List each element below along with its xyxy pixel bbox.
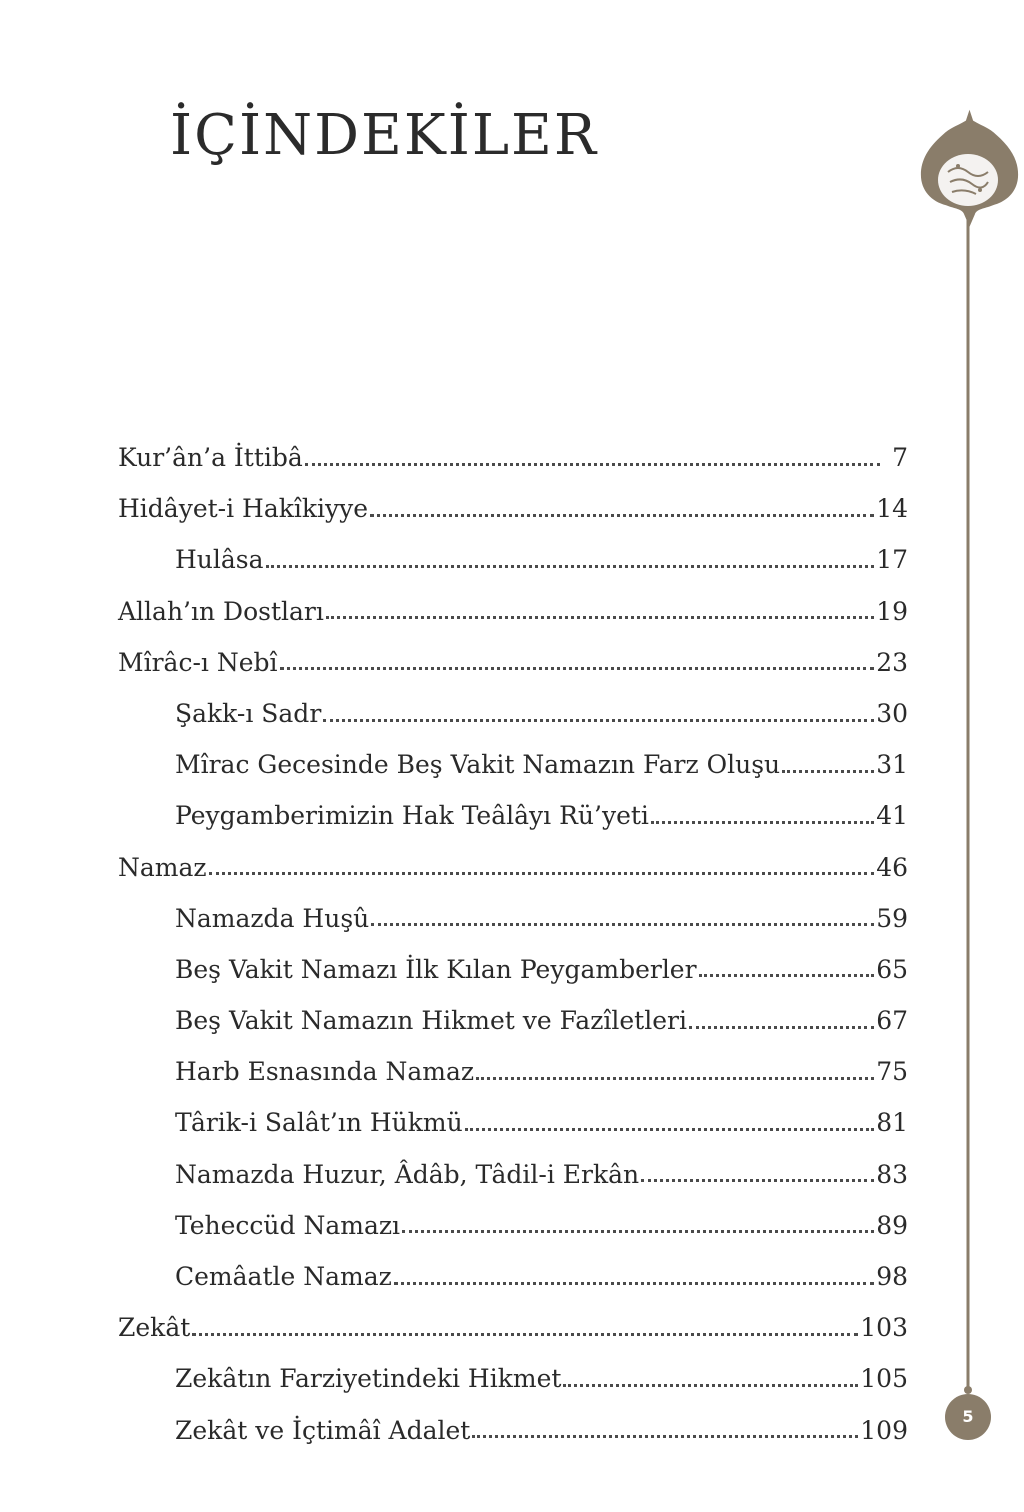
- toc-entry[interactable]: [118, 1405, 908, 1456]
- toc-entry-page: 83: [876, 1159, 908, 1189]
- medallion-ornament-icon: [918, 108, 1024, 1448]
- toc-entry-page: 7: [892, 443, 908, 472]
- toc-entry-title: Hidâyet-i Hakîkiyye: [118, 494, 369, 524]
- dot-leader: [209, 871, 875, 875]
- toc-entry-page: 105: [860, 1364, 908, 1394]
- dot-leader: [689, 1025, 874, 1029]
- toc-entry-title: Kur’ân’a İttibâ: [118, 443, 303, 472]
- toc-entry-page: 31: [876, 750, 908, 780]
- toc-entry-title: Beş Vakit Namazın Hikmet ve Fazîletleri: [175, 1006, 687, 1036]
- dot-leader: [465, 1127, 874, 1131]
- toc-entry-page: 89: [876, 1210, 908, 1240]
- toc-entry[interactable]: [118, 637, 908, 688]
- toc-entry-title: Târik-i Salât’ın Hükmü: [175, 1108, 463, 1138]
- toc-entry-title: Teheccüd Namazı: [175, 1210, 401, 1240]
- toc-entry-page: 17: [876, 545, 908, 575]
- toc-entry[interactable]: [118, 995, 908, 1046]
- dot-leader: [651, 820, 874, 824]
- dot-leader: [563, 1383, 858, 1387]
- toc-entry-title: Namazda Huşû: [175, 903, 370, 933]
- toc-entry-title: Cemâatle Namaz: [175, 1262, 392, 1291]
- toc-entry[interactable]: [118, 1251, 908, 1302]
- dot-leader: [641, 1178, 874, 1182]
- toc-entry-page: 75: [876, 1057, 908, 1087]
- toc-entry[interactable]: [118, 688, 908, 739]
- toc-entry-title: Zekât ve İçtimâî Adalet: [175, 1415, 471, 1445]
- toc-entry-title: Mîrac Gecesinde Beş Vakit Namazın Farz Oluşu: [175, 750, 781, 780]
- toc-entry[interactable]: [118, 1302, 908, 1353]
- toc-entry-page: 23: [876, 647, 908, 677]
- dot-leader: [326, 615, 874, 619]
- dot-leader: [305, 462, 880, 466]
- toc-entry-title: Peygamberimizin Hak Teâlâyı Rü’yeti: [175, 801, 649, 831]
- toc-entry-page: 14: [876, 494, 908, 524]
- toc-entry-page: 19: [876, 596, 908, 626]
- dot-leader: [192, 1332, 858, 1336]
- toc-entry[interactable]: [118, 1097, 908, 1148]
- dot-leader: [782, 769, 874, 773]
- toc-entry-title: Beş Vakit Namazı İlk Kılan Peygamberler: [175, 954, 697, 984]
- dot-leader: [476, 1076, 874, 1080]
- page-title: İÇİNDEKİLER: [170, 103, 599, 168]
- dot-leader: [394, 1281, 874, 1285]
- dot-leader: [472, 1434, 858, 1438]
- dot-leader: [699, 973, 875, 977]
- toc-entry-title: Mîrâc-ı Nebî: [118, 647, 278, 677]
- toc-entry-page: 59: [876, 903, 908, 933]
- toc-entry-page: 30: [876, 698, 908, 728]
- toc-entry[interactable]: [118, 1353, 908, 1404]
- toc-entry-page: 81: [876, 1108, 908, 1138]
- toc-entry[interactable]: [118, 842, 908, 893]
- toc-entry-title: Allah’ın Dostları: [118, 596, 324, 626]
- toc-entry[interactable]: [118, 483, 908, 534]
- dot-leader: [371, 922, 874, 926]
- dot-leader: [370, 513, 874, 517]
- toc-entry[interactable]: [118, 432, 908, 483]
- toc-entry-page: 65: [876, 954, 908, 984]
- dot-leader: [280, 666, 875, 670]
- toc-entry-title: Namazda Huzur, Âdâb, Tâdil-i Erkân: [175, 1159, 640, 1189]
- toc-entry[interactable]: [118, 1200, 908, 1251]
- toc-entry[interactable]: [118, 893, 908, 944]
- toc-entry[interactable]: [118, 944, 908, 995]
- toc-entry-title: Hulâsa: [175, 545, 264, 575]
- toc-entry-title: Harb Esnasında Namaz: [175, 1057, 475, 1087]
- toc-entry[interactable]: [118, 1149, 908, 1200]
- toc-entry[interactable]: [118, 790, 908, 841]
- toc-entry-page: 98: [876, 1262, 908, 1291]
- toc-entry-title: Zekât: [118, 1313, 191, 1343]
- toc-entry-title: Namaz: [118, 852, 207, 882]
- dot-leader: [266, 564, 875, 568]
- dot-leader: [323, 718, 874, 722]
- page-number-badge: 5: [945, 1394, 991, 1440]
- toc-entry-page: 41: [876, 801, 908, 831]
- toc-entry-page: 109: [860, 1415, 908, 1445]
- toc-entry-page: 67: [876, 1006, 908, 1036]
- toc-entry[interactable]: [118, 534, 908, 585]
- toc-entry[interactable]: [118, 586, 908, 637]
- toc-entry-title: Zekâtın Farziyetindeki Hikmet: [175, 1364, 562, 1394]
- toc-entry[interactable]: [118, 739, 908, 790]
- toc-entry[interactable]: [118, 1046, 908, 1097]
- toc-entry-page: 46: [876, 852, 908, 882]
- dot-leader: [402, 1229, 874, 1233]
- table-of-contents: [118, 432, 908, 1456]
- toc-entry-title: Şakk-ı Sadr: [175, 698, 322, 728]
- toc-entry-page: 103: [860, 1313, 908, 1343]
